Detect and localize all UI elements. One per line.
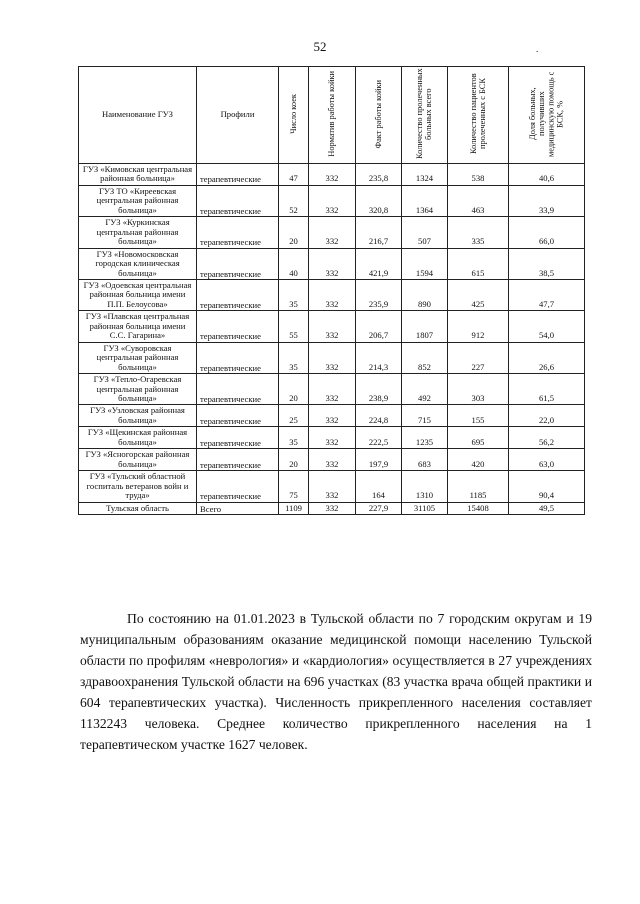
cell-bed-norm: 332 — [309, 449, 356, 471]
header-bed-actual-label: Факт работы койки — [373, 79, 383, 149]
cell-name: ГУЗ «Тепло-Огаревская центральная районная больница» — [79, 374, 197, 405]
cell-profile: терапевтические — [197, 342, 279, 373]
cell-bed-norm: 332 — [309, 185, 356, 216]
table-row — [79, 248, 585, 279]
cell-bed-count: 25 — [279, 405, 309, 427]
cell-bed-actual: 235,8 — [356, 164, 402, 186]
cell-name: ГУЗ «Одоевская центральная районная больница имени П.П. Белоусова» — [79, 279, 197, 310]
cell-patients-total: 852 — [402, 342, 448, 373]
cell-patients-total: 890 — [402, 279, 448, 310]
cell-profile: Всего — [197, 502, 279, 514]
cell-profile: терапевтические — [197, 405, 279, 427]
cell-bed-norm: 332 — [309, 164, 356, 186]
cell-bsk-share: 40,6 — [509, 164, 585, 186]
cell-patients-bsk: 155 — [448, 405, 509, 427]
table-row — [79, 279, 585, 310]
cell-bed-actual: 235,9 — [356, 279, 402, 310]
table-row — [79, 471, 585, 502]
cell-bsk-share: 26,6 — [509, 342, 585, 373]
table-row — [79, 502, 585, 514]
cell-profile: терапевтические — [197, 449, 279, 471]
cell-bsk-share: 33,9 — [509, 185, 585, 216]
cell-bed-norm: 332 — [309, 342, 356, 373]
header-bed-count-label: Число коек — [288, 93, 298, 134]
cell-profile: терапевтические — [197, 279, 279, 310]
table-row — [79, 449, 585, 471]
cell-patients-total: 715 — [402, 405, 448, 427]
table-row — [79, 374, 585, 405]
cell-name: ГУЗ «Ясногорская районная больница» — [79, 449, 197, 471]
cell-bed-actual: 206,7 — [356, 311, 402, 342]
cell-name: ГУЗ «Кимовская центральная районная больница» — [79, 164, 197, 186]
table-row — [79, 185, 585, 216]
cell-bsk-share: 61,5 — [509, 374, 585, 405]
cell-bed-actual: 224,8 — [356, 405, 402, 427]
bed-statistics-table — [78, 66, 585, 515]
cell-bed-count: 40 — [279, 248, 309, 279]
body-paragraph: По состоянию на 01.01.2023 в Тульской области по 7 городским округам и 19 муниципальным образованиям оказание медицинской помощи населению Тульской области по профилям «неврология» и «кардиология» осуществляется в 27 учреждениях здравоохранения Тульской области на 696 участках (83 участка врача общей практики и 604 терапевтических участка). Численность прикрепленного населения составляет 1132243 человека. Среднее количество прикрепленного населения на 1 терапевтическом участке 1627 человек. — [80, 611, 592, 752]
table-row — [79, 217, 585, 248]
cell-patients-total: 1594 — [402, 248, 448, 279]
cell-profile: терапевтические — [197, 248, 279, 279]
cell-bed-actual: 214,3 — [356, 342, 402, 373]
cell-patients-bsk: 463 — [448, 185, 509, 216]
cell-bed-count: 20 — [279, 217, 309, 248]
header-bed-norm — [309, 67, 356, 164]
cell-patients-total: 492 — [402, 374, 448, 405]
cell-bed-norm: 332 — [309, 248, 356, 279]
cell-bed-count: 20 — [279, 374, 309, 405]
header-name: Наименование ГУЗ — [79, 67, 197, 164]
page-number: 52 — [313, 39, 327, 54]
cell-patients-bsk: 538 — [448, 164, 509, 186]
cell-name: Тульская область — [79, 502, 197, 514]
cell-bed-norm: 332 — [309, 217, 356, 248]
header-patients-bsk — [448, 67, 509, 164]
cell-bed-norm: 332 — [309, 502, 356, 514]
cell-bed-count: 55 — [279, 311, 309, 342]
cell-patients-total: 1310 — [402, 471, 448, 502]
cell-bed-actual: 421,9 — [356, 248, 402, 279]
cell-patients-bsk: 15408 — [448, 502, 509, 514]
cell-patients-total: 683 — [402, 449, 448, 471]
cell-bed-actual: 238,9 — [356, 374, 402, 405]
table-row — [79, 342, 585, 373]
cell-patients-total: 1235 — [402, 427, 448, 449]
cell-patients-bsk: 615 — [448, 248, 509, 279]
cell-bed-norm: 332 — [309, 405, 356, 427]
cell-name: ГУЗ «Куркинская центральная районная больница» — [79, 217, 197, 248]
header-bed-actual — [356, 67, 402, 164]
cell-patients-bsk: 912 — [448, 311, 509, 342]
cell-profile: терапевтические — [197, 164, 279, 186]
table-row — [79, 164, 585, 186]
cell-bed-count: 35 — [279, 279, 309, 310]
cell-patients-bsk: 420 — [448, 449, 509, 471]
cell-bed-actual: 222,5 — [356, 427, 402, 449]
cell-patients-total: 31105 — [402, 502, 448, 514]
cell-profile: терапевтические — [197, 427, 279, 449]
cell-patients-bsk: 1185 — [448, 471, 509, 502]
header-bsk-share-label: Доля больных, получивших медицинскую помощь с БСК, % — [528, 71, 565, 157]
cell-profile: терапевтические — [197, 374, 279, 405]
cell-patients-total: 1324 — [402, 164, 448, 186]
header-bed-norm-label: Норматив работы койки — [327, 70, 337, 157]
cell-bed-count: 47 — [279, 164, 309, 186]
cell-patients-bsk: 303 — [448, 374, 509, 405]
cell-bed-actual: 197,9 — [356, 449, 402, 471]
cell-bsk-share: 56,2 — [509, 427, 585, 449]
cell-name: ГУЗ «Плавская центральная районная больница имени С.С. Гагарина» — [79, 311, 197, 342]
cell-profile: терапевтические — [197, 311, 279, 342]
cell-bed-norm: 332 — [309, 471, 356, 502]
cell-name: ГУЗ ТО «Киреевская центральная районная больница» — [79, 185, 197, 216]
cell-bed-count: 35 — [279, 342, 309, 373]
cell-patients-total: 507 — [402, 217, 448, 248]
cell-profile: терапевтические — [197, 471, 279, 502]
table-row — [79, 311, 585, 342]
cell-patients-bsk: 227 — [448, 342, 509, 373]
table-row — [79, 427, 585, 449]
cell-bed-count: 35 — [279, 427, 309, 449]
header-patients-bsk-label: Количество пациентов пролеченных с БСК — [468, 73, 487, 155]
cell-name: ГУЗ «Щекинская районная больница» — [79, 427, 197, 449]
cell-bed-norm: 332 — [309, 311, 356, 342]
cell-bed-norm: 332 — [309, 279, 356, 310]
cell-bed-actual: 216,7 — [356, 217, 402, 248]
cell-patients-bsk: 425 — [448, 279, 509, 310]
header-profile: Профили — [197, 67, 279, 164]
cell-patients-bsk: 695 — [448, 427, 509, 449]
cell-profile: терапевтические — [197, 217, 279, 248]
cell-name: ГУЗ «Тульский областной госпиталь ветеранов войн и труда» — [79, 471, 197, 502]
cell-bed-actual: 320,8 — [356, 185, 402, 216]
cell-name: ГУЗ «Узловская районная больница» — [79, 405, 197, 427]
cell-name: ГУЗ «Суворовская центральная районная больница» — [79, 342, 197, 373]
cell-bsk-share: 90,4 — [509, 471, 585, 502]
header-bsk-share — [509, 67, 585, 164]
table-header-row — [79, 67, 585, 164]
header-bed-count — [279, 67, 309, 164]
table-row — [79, 405, 585, 427]
cell-bed-norm: 332 — [309, 427, 356, 449]
cell-bed-count: 1109 — [279, 502, 309, 514]
cell-bsk-share: 47,7 — [509, 279, 585, 310]
cell-bed-count: 20 — [279, 449, 309, 471]
cell-bsk-share: 54,0 — [509, 311, 585, 342]
header-patients-total — [402, 67, 448, 164]
header-patients-total-label: Количество пролеченных больных всего — [415, 68, 434, 160]
cell-bed-actual: 227,9 — [356, 502, 402, 514]
cell-name: ГУЗ «Новомосковская городская клиническая больница» — [79, 248, 197, 279]
cell-patients-total: 1364 — [402, 185, 448, 216]
cell-patients-total: 1807 — [402, 311, 448, 342]
cell-patients-bsk: 335 — [448, 217, 509, 248]
cell-bsk-share: 38,5 — [509, 248, 585, 279]
cell-profile: терапевтические — [197, 185, 279, 216]
cell-bsk-share: 63,0 — [509, 449, 585, 471]
cell-bsk-share: 22,0 — [509, 405, 585, 427]
table-body — [79, 164, 585, 515]
page-corner-mark: . — [536, 44, 539, 54]
cell-bed-count: 75 — [279, 471, 309, 502]
cell-bsk-share: 49,5 — [509, 502, 585, 514]
cell-bed-count: 52 — [279, 185, 309, 216]
cell-bed-actual: 164 — [356, 471, 402, 502]
cell-bed-norm: 332 — [309, 374, 356, 405]
cell-bsk-share: 66,0 — [509, 217, 585, 248]
